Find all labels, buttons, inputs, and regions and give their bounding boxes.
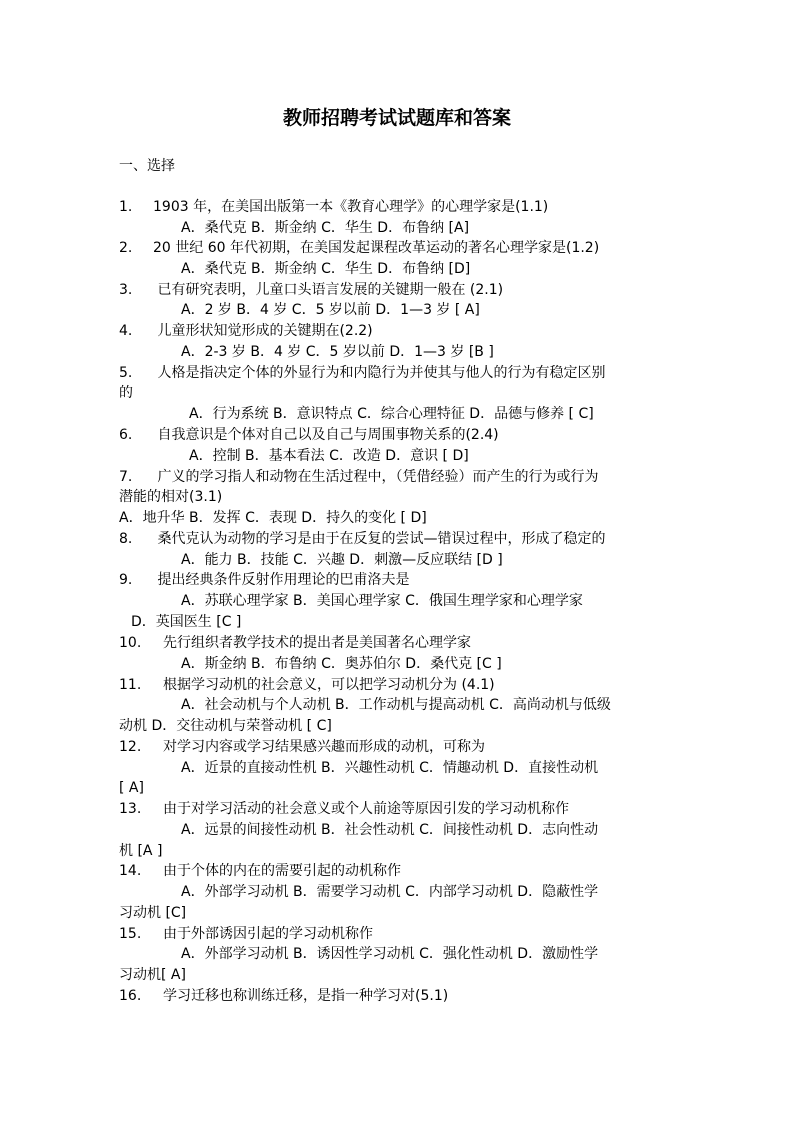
answer-options: A．近景的直接动性机 B．兴趣性动机 C．情趣动机 D．直接性动机 (181, 760, 599, 776)
question-text: 1903 年，在美国出版第一本《教育心理学》的心理学家是(1.1) (153, 199, 549, 215)
document-title: 教师招聘考试试题库和答案 (282, 107, 511, 129)
question-text: 提出经典条件反射作用理论的巴甫洛夫是 (153, 572, 410, 588)
question-number: 8. (119, 531, 133, 547)
answer-options: A．行为系统 B．意识特点 C．综合心理特征 D．品德与修养 [ C] (189, 406, 594, 422)
question-number: 14. (119, 863, 142, 879)
question-text: 对学习内容或学习结果感兴趣而形成的动机，可称为 (163, 739, 485, 755)
question-line (119, 363, 605, 383)
question-text: 儿童形状知觉形成的关键期在(2.2) (153, 323, 373, 339)
question-line (119, 633, 471, 653)
question-text: 广义的学习指人和动物在生活过程中，（凭借经验）而产生的行为或行为 (153, 469, 599, 485)
question-text: 由于对学习活动的社会意义或个人前途等原因引发的学习动机称作 (163, 801, 569, 817)
question-line (119, 425, 499, 445)
question-text: 由于外部诱因引起的学习动机称作 (163, 926, 373, 942)
question-text: 由于个体的内在的需要引起的动机称作 (163, 863, 401, 879)
answer-options-continuation: D．英国医生 [C ] (131, 614, 242, 630)
question-line (119, 924, 373, 944)
question-line (119, 799, 569, 819)
answer-options-continuation: 动机 D．交往动机与荣誉动机 [ C] (119, 718, 332, 734)
question-number: 3. (119, 282, 133, 298)
question-number: 5. (119, 365, 133, 381)
answer-options: A．斯金纳 B．布鲁纳 C．奥苏伯尔 D．桑代克 [C ] (181, 656, 502, 672)
question-line (119, 986, 448, 1006)
answer-options: A．地升华 B．发挥 C．表现 D．持久的变化 [ D] (119, 510, 427, 526)
question-number: 12. (119, 739, 142, 755)
question-continuation: 的 (119, 385, 133, 401)
question-text: 20 世纪 60 年代初期，在美国发起课程改革运动的著名心理学家是(1.2) (153, 240, 600, 256)
question-number: 16. (119, 988, 142, 1004)
question-text: 先行组织者教学技术的提出者是美国著名心理学家 (163, 635, 471, 651)
section-heading: 一、选择 (119, 158, 175, 174)
question-number: 9. (119, 572, 133, 588)
question-number: 15. (119, 926, 142, 942)
answer-options-continuation: 习动机[ A] (119, 967, 186, 983)
question-number: 7. (119, 469, 133, 485)
question-line (119, 197, 548, 217)
answer-options: A．社会动机与个人动机 B．工作动机与提高动机 C．高尚动机与低级 (181, 697, 611, 713)
answer-options-continuation: 机 [A ] (119, 843, 163, 859)
answer-options: A．外部学习动机 B．诱因性学习动机 C．强化性动机 D．激励性学 (181, 946, 599, 962)
question-line (119, 467, 598, 487)
question-text: 桑代克认为动物的学习是由于在反复的尝试—错误过程中，形成了稳定的 (153, 531, 606, 547)
question-line (119, 529, 605, 549)
question-text: 人格是指决定个体的外显行为和内隐行为并使其与他人的行为有稳定区别 (153, 365, 606, 381)
answer-options: A．远景的间接性动机 B．社会性动机 C．间接性动机 D．志向性动 (181, 822, 599, 838)
answer-options: A．能力 B．技能 C．兴趣 D．刺激—反应联结 [D ] (181, 552, 503, 568)
question-number: 4. (119, 323, 133, 339)
question-line (119, 675, 495, 695)
answer-options: A．2 岁 B．4 岁 C．5 岁以前 D．1—3 岁 [ A] (181, 302, 480, 318)
answer-options: A．2-3 岁 B．4 岁 C．5 岁以前 D．1—3 岁 [B ] (181, 344, 494, 360)
question-text: 自我意识是个体对自己以及自己与周围事物关系的(2.4) (153, 427, 499, 443)
question-number: 10. (119, 635, 142, 651)
question-text: 学习迁移也称训练迁移，是指一种学习对(5.1) (163, 988, 449, 1004)
question-line (119, 861, 401, 881)
question-line (119, 737, 485, 757)
question-line (119, 321, 373, 341)
question-number: 2. (119, 240, 133, 256)
question-number: 11. (119, 677, 142, 693)
answer-options: A．控制 B．基本看法 C．改造 D．意识 [ D] (189, 448, 469, 464)
question-line (119, 570, 409, 590)
question-line (119, 280, 503, 300)
question-text: 根据学习动机的社会意义，可以把学习动机分为 (4.1) (163, 677, 495, 693)
answer-options: A．桑代克 B．斯金纳 C．华生 D．布鲁纳 [A] (181, 220, 470, 236)
question-line (119, 238, 599, 258)
question-number: 6. (119, 427, 133, 443)
question-continuation: 潜能的相对(3.1) (119, 489, 223, 505)
answer-options-continuation: [ A] (119, 780, 144, 796)
question-number: 13. (119, 801, 142, 817)
question-text: 已有研究表明，儿童口头语言发展的关键期一般在 (2.1) (153, 282, 504, 298)
answer-options: A．外部学习动机 B．需要学习动机 C．内部学习动机 D．隐蔽性学 (181, 884, 599, 900)
question-number: 1. (119, 199, 133, 215)
answer-options: A．桑代克 B．斯金纳 C．华生 D．布鲁纳 [D] (181, 261, 471, 277)
answer-options: A．苏联心理学家 B．美国心理学家 C．俄国生理学家和心理学家 (181, 593, 583, 609)
answer-options-continuation: 习动机 [C] (119, 905, 187, 921)
